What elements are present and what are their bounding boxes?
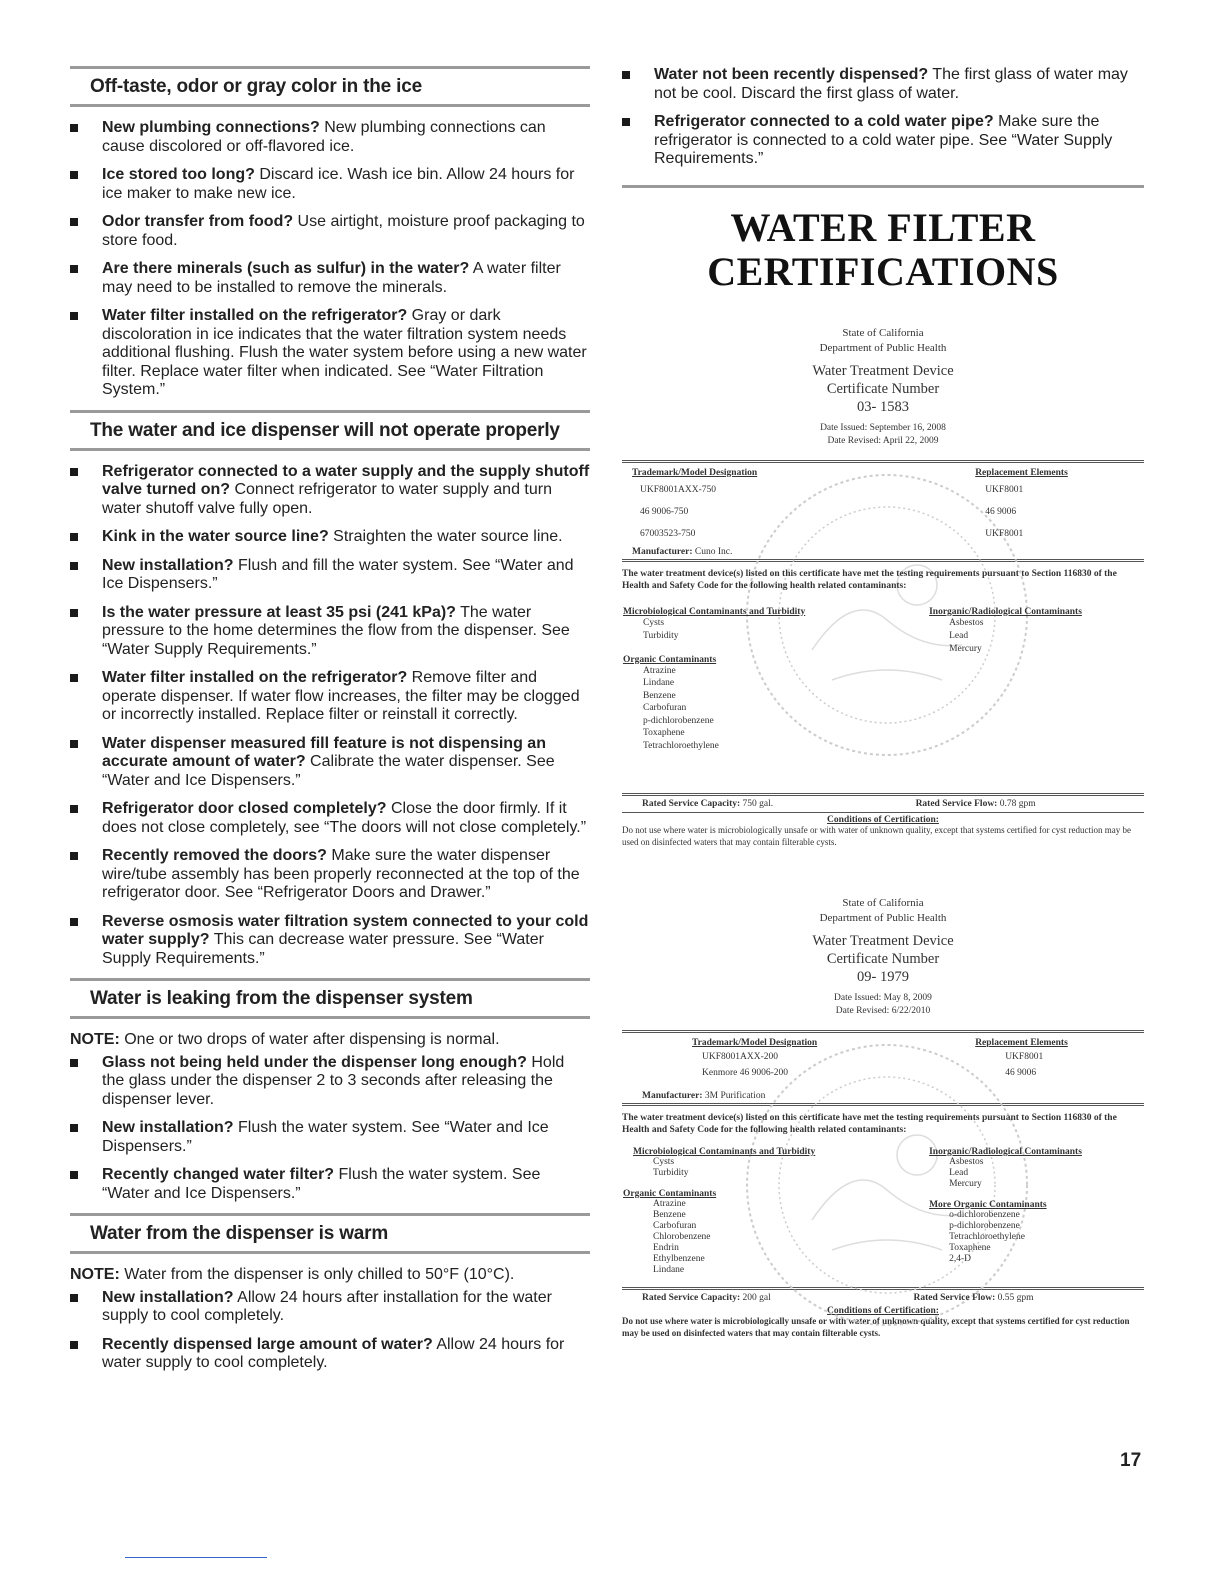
list-item: Ice stored too long? Discard ice. Wash ice bin. Allow 24 hours for ice maker to make new ice.: [70, 166, 590, 203]
bullet-icon: [70, 1059, 78, 1067]
bullet-icon: [70, 918, 78, 926]
manufacturer: Manufacturer: Cuno Inc.: [632, 546, 733, 557]
list-item: Odor transfer from food? Use airtight, moisture proof packaging to store food.: [70, 213, 590, 250]
bullet-icon: [70, 852, 78, 860]
certificate-2: [622, 896, 1144, 1339]
page-title: WATER FILTER CERTIFICATIONS: [707, 204, 1059, 294]
list-item: Recently dispensed large amount of water? Allow 24 hours for water supply to cool completely.: [70, 1336, 590, 1373]
bullet-icon: [70, 1171, 78, 1179]
item-list: [70, 463, 590, 969]
rule: [622, 812, 1144, 813]
bullet-icon: [70, 171, 78, 179]
manufacturer: Manufacturer: 3M Purification: [642, 1091, 766, 1101]
certificate-1: [622, 326, 1144, 849]
bullet-icon: [70, 805, 78, 813]
certificate-header: State of California Department of Public Health Water Treatment Device Certificate Number 03- 1583 Date Issued: September 16, 2008 Date Revised: April 22, 2009: [622, 326, 1144, 448]
bullet-icon: [70, 1341, 78, 1349]
list-item: New installation? Flush the water system. See “Water and Ice Dispensers.”: [70, 1119, 590, 1156]
list-item: Kink in the water source line? Straighten the water source line.: [70, 528, 590, 547]
certificate-body: Trademark/Model Designation Replacement Elements UKF8001AXX-750 UKF8001 46 9006-750 46 9006 67003523-750 UKF8001 Manufacturer: Cuno Inc. The water treatment device(s) listed on this certificate have met the testing requirements pursuant to Section 116830 of the Health and Safety Code for the following health related contaminants: Microbiological Contaminants and Turbidity Cysts Turbidity Organic Contaminants Atrazine Lindane Benzene Carbofuran p-dichlorobenzene Toxaphene Tetrachloroethylene Inorganic/Radiological Contaminants Asbestos Lead Mercury Rated Service Capacity: 750 gal. Rated Service Flow: 0.78 gpm Conditions of Certification: Do not use where water is microbiologically unsafe or with water of unknown quality, except that systems certified for cyst reduction may be used on disinfected waters that may contain filterable cysts.: [622, 460, 1144, 849]
list-item: Refrigerator connected to a water supply and the supply shutoff valve turned on? Connect refrigerator to water supply and turn water shutoff valve fully open.: [70, 463, 590, 519]
rule: [622, 1030, 1144, 1033]
list-item: New installation? Flush and fill the water system. See “Water and Ice Dispensers.”: [70, 557, 590, 594]
contaminants-table: Microbiological Contaminants and Turbidity Cysts Turbidity Organic Contaminants Atrazine Lindane Benzene Carbofuran p-dichlorobenzene Toxaphene Tetrachloroethylene Inorganic/Radiological Contaminants Asbestos Lead Mercury: [623, 606, 1082, 751]
bullet-icon: [70, 1294, 78, 1302]
service-ratings: Rated Service Capacity: 750 gal. Rated Service Flow: 0.78 gpm: [642, 799, 1036, 809]
certificate-body: Trademark/Model Designation Replacement Elements UKF8001AXX-200 UKF8001 Kenmore 46 9006-200 46 9006 Manufacturer: 3M Purification The water treatment device(s) listed on this certificate have met the testing requirements pursuant to Section 116830 of the Health and Safety Code for the following health related contaminants: Microbiological Contaminants and Turbidity Cysts Turbidity Organic Contaminants Atrazine Benzene Carbofuran Chlorobenzene Endrin Ethylbenzene Lindane Inorganic/Radiological Contaminants Asbestos Lead Mercury More Organic Contaminants o-dichlorobenzene p-dichlorobenzene Tetrachloroethylene Toxaphene 2,4-D Rated Service Capacity: 200 gal Rated Service Flow: 0.55 gpm Conditions of Certification: Do not use where water is microbiologically unsafe or with water of unknown quality, except that systems certified for cyst reduction may be used on disinfected waters that may contain filterable cysts.: [622, 1030, 1144, 1339]
note: NOTE: One or two drops of water after dispensing is normal.: [70, 1031, 500, 1048]
conditions-text: Do not use where water is microbiologically unsafe or with water of unknown quality, except that systems certified for cyst reduction may be used on disinfected waters that may contain filterable cysts.: [622, 825, 1132, 847]
divider: [622, 185, 1144, 188]
bullet-icon: [70, 468, 78, 476]
bullet-icon: [622, 71, 630, 79]
item-list: [70, 119, 590, 400]
list-item: New installation? Allow 24 hours after installation for the water supply to cool completely.: [70, 1289, 590, 1326]
bullet-icon: [70, 312, 78, 320]
conditions-text: Do not use where water is microbiologically unsafe or with water of unknown quality, except that systems certified for cyst reduction may be used on disinfected waters that may contain filterable cysts.: [622, 1316, 1130, 1338]
service-ratings: Rated Service Capacity: 200 gal Rated Service Flow: 0.55 gpm: [642, 1293, 1034, 1303]
list-item: Reverse osmosis water filtration system connected to your cold water supply? This can decrease water pressure. See “Water Supply Requirements.”: [70, 913, 590, 969]
bullet-icon: [70, 674, 78, 682]
section-heading: Off-taste, odor or gray color in the ice: [90, 76, 422, 97]
item-list: [70, 1054, 590, 1204]
bullet-icon: [70, 218, 78, 226]
rule: [622, 793, 1144, 796]
section-heading: Water is leaking from the dispenser system: [90, 988, 473, 1009]
certificate-number: 09- 1979: [857, 969, 909, 985]
list-item: Water filter installed on the refrigerator? Gray or dark discoloration in ice indicates that the water filtration system needs additional flushing. Flush the water system before using a new water filter. Replace water filter when indicated. See “Water Filtration System.”: [70, 307, 590, 400]
section-heading: The water and ice dispenser will not operate properly: [90, 419, 560, 441]
list-item: Recently changed water filter? Flush the water system. See “Water and Ice Dispensers.”: [70, 1166, 590, 1203]
section-warm-water: [70, 1213, 590, 1373]
note: NOTE: Water from the dispenser is only chilled to 50°F (10°C).: [70, 1266, 515, 1283]
bullet-icon: [70, 1124, 78, 1132]
list-item: Water dispenser measured fill feature is not dispensing an accurate amount of water? Calibrate the water dispenser. See “Water and Ice Dispensers.”: [70, 735, 590, 791]
bullet-icon: [70, 265, 78, 273]
bullet-icon: [70, 562, 78, 570]
list-item: Recently removed the doors? Make sure the water dispenser wire/tube assembly has been properly reconnected at the top of the refrigerator door. See “Refrigerator Doors and Drawer.”: [70, 847, 590, 903]
right-column: [622, 66, 1144, 1339]
list-item: Are there minerals (such as sulfur) in the water? A water filter may need to be installed to remove the minerals.: [70, 260, 590, 297]
rule: [622, 460, 1144, 463]
certificate-statement: The water treatment device(s) listed on this certificate have met the testing requirements pursuant to Section 116830 of the Health and Safety Code for the following health related contaminants:: [622, 1113, 1117, 1135]
list-item: Water not been recently dispensed? The first glass of water may not be cool. Discard the first glass of water.: [622, 66, 1144, 103]
section-off-taste: [70, 66, 590, 400]
section-heading-bar: [70, 1213, 590, 1254]
section-heading-bar: [70, 410, 590, 451]
certificate-header: State of California Department of Public Health Water Treatment Device Certificate Number 09- 1979 Date Issued: May 8, 2009 Date Revised: 6/22/2010: [622, 896, 1144, 1018]
list-item: Refrigerator door closed completely? Close the door firmly. If it does not close completely, see “The doors will not close completely.”: [70, 800, 590, 837]
bullet-icon: [70, 740, 78, 748]
certificate-number: 03- 1583: [857, 398, 909, 415]
list-item: Glass not being held under the dispenser long enough? Hold the glass under the dispenser 2 to 3 seconds after releasing the dispenser lever.: [70, 1054, 590, 1110]
item-list: [70, 1289, 590, 1373]
list-item: Refrigerator connected to a cold water pipe? Make sure the refrigerator is connected to a cold water pipe. See “Water Supply Requirements.”: [622, 113, 1144, 169]
bullet-icon: [70, 533, 78, 541]
model-table: Trademark/Model Designation Replacement Elements UKF8001AXX-200 UKF8001 Kenmore 46 9006-200 46 9006: [692, 1038, 1068, 1078]
list-item: New plumbing connections? New plumbing connections can cause discolored or off-flavored ice.: [70, 119, 590, 156]
list-item: Is the water pressure at least 35 psi (241 kPa)? The water pressure to the home determines the flow from the dispenser. See “Water Supply Requirements.”: [70, 604, 590, 660]
section-dispenser-not-operating: [70, 410, 590, 969]
contaminants-table: Microbiological Contaminants and Turbidity Cysts Turbidity Organic Contaminants Atrazine Benzene Carbofuran Chlorobenzene Endrin Ethylbenzene Lindane Inorganic/Radiological Contaminants Asbestos Lead Mercury More Organic Contaminants o-dichlorobenzene p-dichlorobenzene Tetrachloroethylene Toxaphene 2,4-D: [623, 1147, 1082, 1275]
item-list: [622, 66, 1144, 169]
section-leaking: [70, 978, 590, 1203]
bullet-icon: [622, 118, 630, 126]
bullet-icon: [70, 124, 78, 132]
page-number: 17: [1120, 1450, 1142, 1471]
section-heading: Water from the dispenser is warm: [90, 1223, 389, 1244]
model-table: Trademark/Model Designation Replacement Elements UKF8001AXX-750 UKF8001 46 9006-750 46 9006 67003523-750 UKF8001: [632, 467, 1068, 539]
bullet-icon: [70, 609, 78, 617]
list-item: Water filter installed on the refrigerator? Remove filter and operate dispenser. If water flow increases, the filter may be clogged or incorrectly installed. Replace filter or reinstall it correctly.: [70, 669, 590, 725]
section-heading-bar: [70, 978, 590, 1019]
certificate-statement: The water treatment device(s) listed on this certificate have met the testing requirements pursuant to Section 116830 of the Health and Safety Code for the following health related contaminants:: [622, 568, 1117, 591]
footer-line: [125, 1557, 267, 1558]
section-heading-bar: [70, 66, 590, 107]
left-column: [70, 66, 590, 1383]
